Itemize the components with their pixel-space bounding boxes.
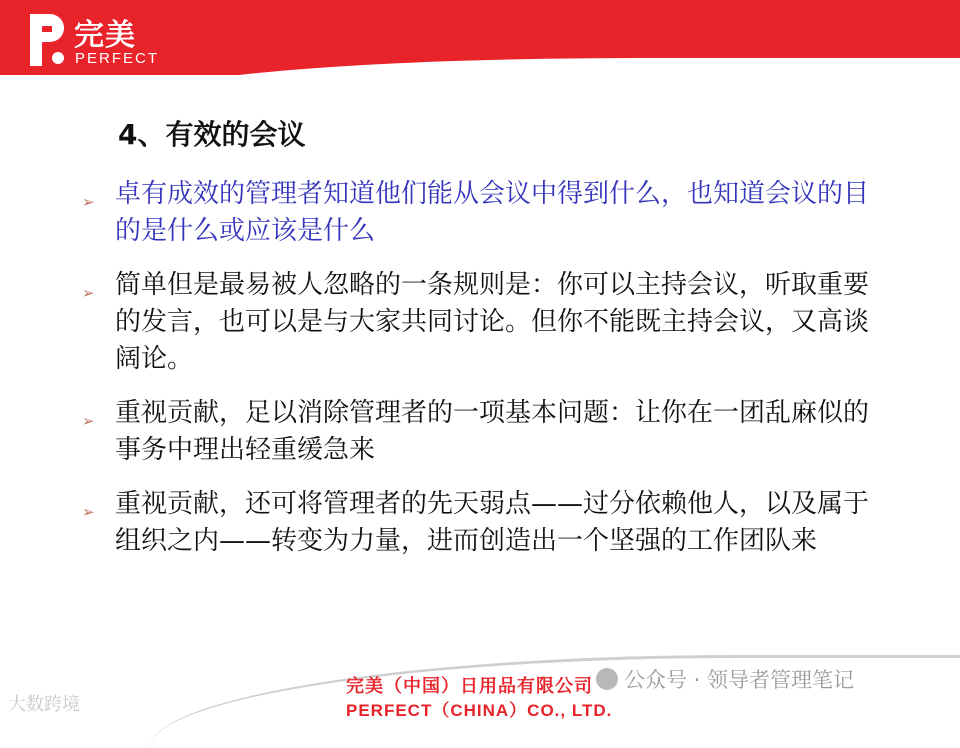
perfect-logo [28,10,178,70]
bullet-text: 重视贡献，足以消除管理者的一项基本问题：让你在一团乱麻似的事务中理出轻重缓急来 [115,398,870,465]
bullet-text: 简单但是最易被人忽略的一条规则是：你可以主持会议，听取重要的发言，也可以是与大家共同讨论。但你不能既主持会议，又高谈阔论。 [115,270,870,374]
bullet-item [78,176,878,250]
logo-chinese: 完美 [74,18,136,53]
slide-title: 4、有效的会议 [118,118,306,151]
wechat-icon [596,668,618,690]
arrow-bullet-icon: ➢ [82,412,95,430]
logo-mark-icon [28,12,68,68]
bullet-item [78,267,878,378]
footer-company-chinese: 完美（中国）日用品有限公司 [346,676,593,697]
wechat-watermark-text: 公众号 · 领导者管理笔记 [624,668,855,692]
arrow-bullet-icon: ➢ [82,503,95,521]
footer-company-english: PERFECT（CHINA）CO., LTD. [346,701,613,720]
bullet-item [78,395,878,469]
logo-english: PERFECT [75,50,160,67]
bullet-text: 重视贡献，还可将管理者的先天弱点——过分依赖他人，以及属于组织之内——转变为力量，进而创造出一个坚强的工作团队来 [115,489,870,556]
wechat-watermark [596,664,854,694]
bullet-item [78,486,878,560]
left-watermark: 大数跨境 [8,694,80,715]
arrow-bullet-icon: ➢ [82,284,95,302]
bullet-list [78,176,878,577]
bullet-text: 卓有成效的管理者知道他们能从会议中得到什么，也知道会议的目的是什么或应该是什么 [115,179,870,246]
arrow-bullet-icon: ➢ [82,193,95,211]
